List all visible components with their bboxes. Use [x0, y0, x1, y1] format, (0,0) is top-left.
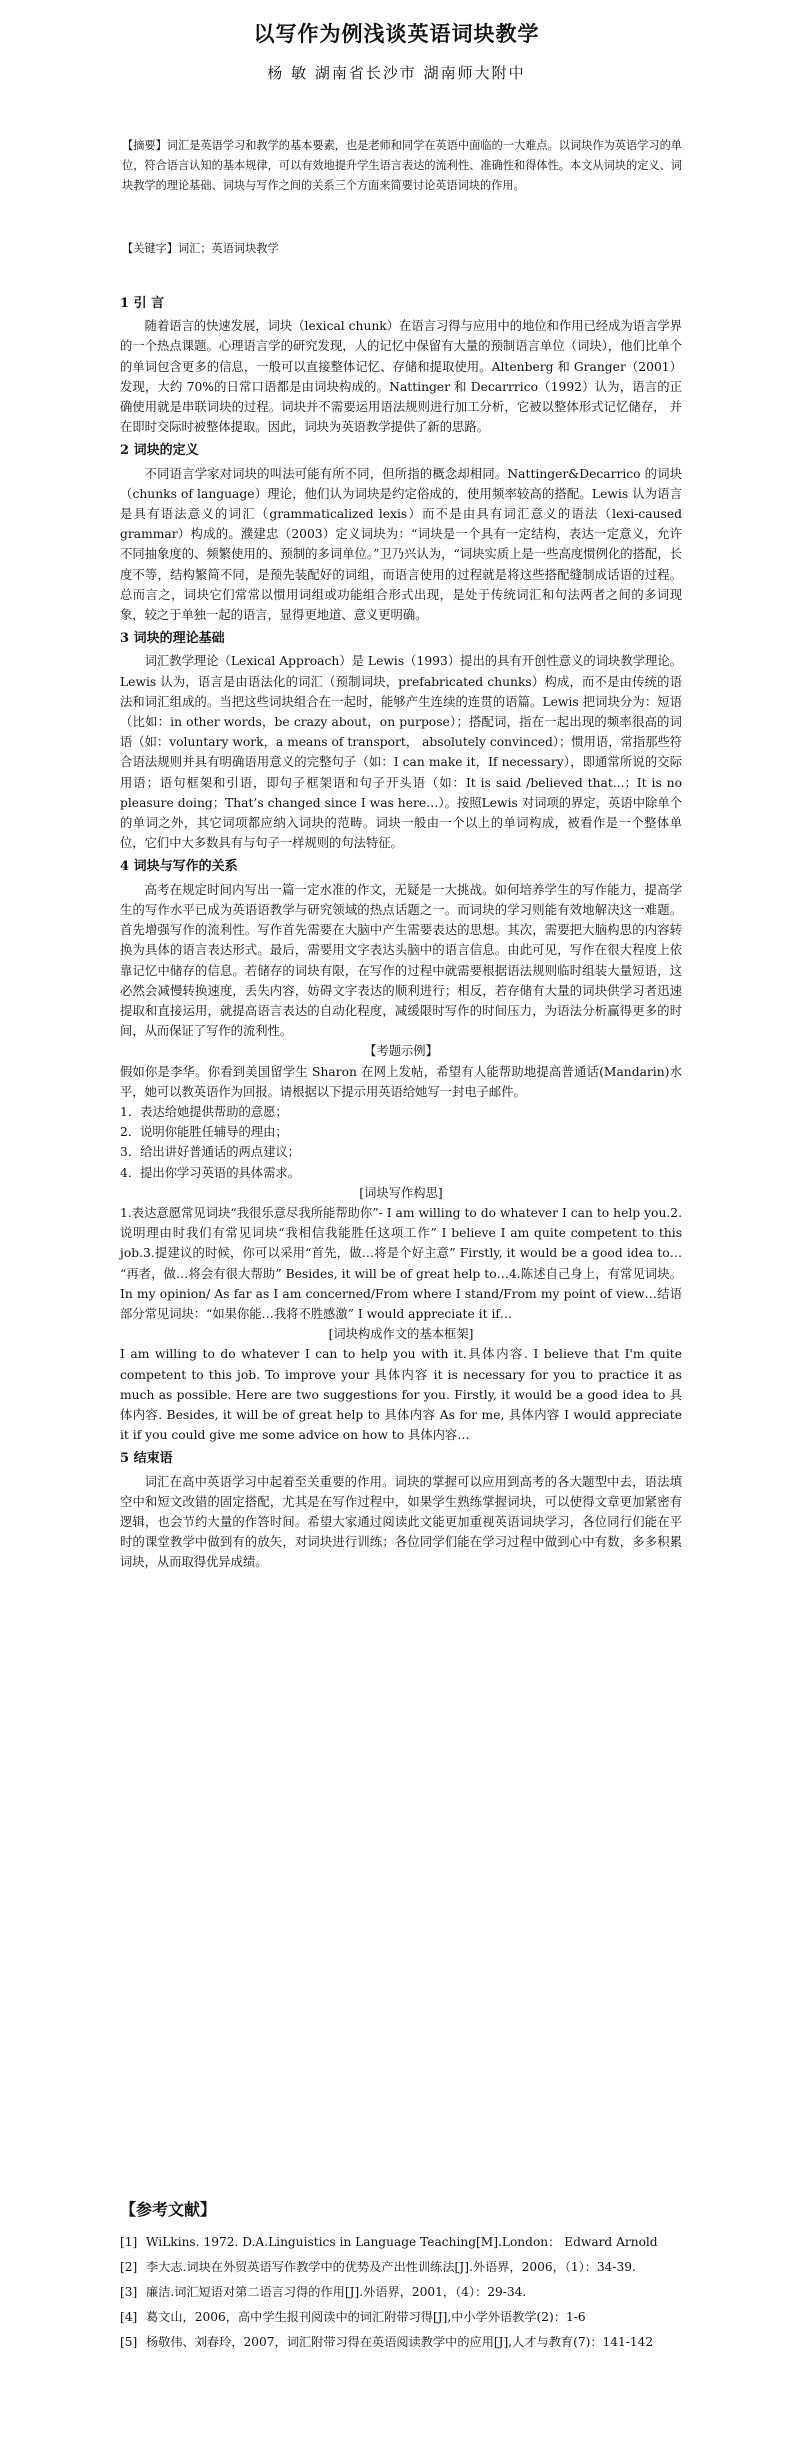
references-title: 【参考文献】 [120, 2200, 217, 2219]
reference-number: [1] [120, 2235, 138, 2249]
example-item: 4．提出你学习英语的具体需求。 [120, 1165, 300, 1180]
paragraph-conclusion: 词汇在高中英语学习中起着至关重要的作用。词块的掌握可以应用到高考的各大题型中去，语法填空中和短文改错的固定搭配，尤其是在写作过程中，如果学生熟练掌握词块，可以使得文章更加紧密有逻辑，也会节约大量的作答时间。希望大家通过阅读此文能更加重视英语词块学习，各位同行们能在平时的课堂教学中做到有的放矢，对词块进行训练；各位同学们能在学习过程中做到心中有数，多多积累词块，从而取得优异成绩。 [120, 1474, 682, 1570]
paper-body [120, 290, 682, 1573]
reference-text: 李大志.词块在外贸英语写作教学中的优势及产出性训练法[J].外语界，2006，（1）：34-39. [146, 2260, 636, 2274]
paragraph-writing: 高考在规定时间内写出一篇一定水准的作文，无疑是一大挑战。如何培养学生的写作能力，提高学生的写作水平已成为英语语教学与研究领域的热点话题之一。而词块的学习则能有效地解决这一难题。首先增强写作的流利性。写作首先需要在大脑中产生需要表达的思想。其次，需要把大脑构思的内容转换为具体的语言表达形式。最后，需要用文字表达头脑中的语言信息。由此可见，写作在很大程度上依靠记忆中储存的信息。若储存的词块有限，在写作的过程中就需要根据语法规则临时组装大量短语，这必然会减慢转换速度，丢失内容，妨碍文字表达的顺利进行；相反，若存储有大量的词块供学习者迅速提取和直接运用，就提高语言表达的自动化程度，减缓限时写作的时间压力，为语法分析赢得更多的时间，从而保证了写作的流利性。 [120, 882, 682, 1039]
reference-text: 葛文山，2006，高中学生报刊阅读中的词汇附带习得[J],中小学外语教学(2)：1-6 [146, 2310, 586, 2324]
keywords: 【关键字】词汇；英语词块教学 [122, 242, 279, 255]
example-item: 3．给出讲好普通话的两点建议； [120, 1145, 300, 1160]
example-prompt: 假如你是李华。你看到美国留学生 Sharon 在网上发帖，希望有人能帮助地提高普通话(Mandarin)水平，她可以教英语作为回报。请根据以下提示用英语给她写一封电子邮件。 [120, 1064, 682, 1099]
references [120, 2200, 682, 2358]
author-line: 杨 敏 湖南省长沙市 湖南师大附中 [267, 64, 526, 82]
example-item: 2．说明你能胜任辅导的理由； [120, 1125, 288, 1140]
reference-item [120, 2233, 682, 2252]
reference-number: [2] [120, 2260, 138, 2274]
reference-item [120, 2333, 682, 2352]
reference-item [120, 2258, 682, 2277]
section-title-definition: 2 词块的定义 [120, 443, 199, 459]
reference-number: [3] [120, 2285, 138, 2299]
section-title-conclusion: 5 结束语 [120, 1451, 173, 1467]
section-title-introduction: 1 引 言 [120, 296, 165, 311]
idea-title: [词块写作构思] [359, 1185, 443, 1200]
reference-text: 廉洁.词汇短语对第二语言习得的作用[J].外语界，2001，（4）：29-34. [146, 2285, 527, 2299]
frame-title: [词块构成作文的基本框架] [328, 1327, 474, 1342]
reference-text: WiLkins. 1972. D.A.Linguistics in Language Teaching[M].London： Edward Arnold [146, 2235, 658, 2249]
idea-paragraph: 1.表达意愿常见词块“我很乐意尽我所能帮助你”- I am willing to do whatever I can to help you.2.说明理由时我们有常见词块“我相信我能胜任这项工作” I believe I am quite competent to this job.3.提建议的时候，你可以采用“首先，做…将是个好主意” Firstly, it would be a good idea to… “再者，做…将会有很大帮助” Besides, it will be of great help to…4.陈述自己身上，有常见词块。In my opinion/ As far as I am concerned/From where I stand/From my point of view…结语部分常见词块：“如果你能…我将不胜感激” I would appreciate it if… [120, 1205, 682, 1321]
reference-text: 杨敬伟、刘春玲，2007，词汇附带习得在英语阅读教学中的应用[J],人才与教育(7)：141-142 [146, 2335, 654, 2349]
paper-title: 以写作为例浅谈英语词块教学 [253, 21, 540, 46]
paragraph-definition: 不同语言学家对词块的叫法可能有所不同，但所指的概念却相同。Nattinger&Decarrico 的词块（chunks of language）理论，他们认为词块是约定俗成的，使用频率较高的搭配。Lewis 认为语言是具有语法意义的词汇（grammaticalized lexis）而不是由具有词汇意义的语法（lexi-caused grammar）构成的。濮建忠（2003）定义词块为：“词块是一个具有一定结构，表达一定意义，允许不同抽象度的、频繁使用的、预制的多词单位。”卫乃兴认为，“词块实质上是一些高度惯例化的搭配，长度不等，结构繁简不同，是预先装配好的词组，而语言使用的过程就是将这些搭配缝制成话语的过程。总而言之，词块它们常常以惯用词组或功能组合形式出现，是处于传统词汇和句法两者之间的多词现象，较之于单独一起的语言，显得更地道、意义更明确。 [120, 466, 682, 623]
abstract-text: 【摘要】词汇是英语学习和教学的基本要素，也是老师和同学在英语中面临的一大难点。以词块作为英语学习的单位，符合语言认知的基本规律，可以有效地提升学生语言表达的流利性、准确性和得体性。本文从词块的定义、词块教学的理论基础、词块与写作之间的关系三个方面来简要讨论英语词块的作用。 [122, 139, 682, 192]
reference-number: [5] [120, 2335, 138, 2349]
abstract [122, 136, 682, 196]
reference-number: [4] [120, 2310, 138, 2324]
section-title-writing: 4 词块与写作的关系 [120, 859, 238, 875]
paragraph-introduction: 随着语言的快速发展，词块（lexical chunk）在语言习得与应用中的地位和作用已经成为语言学界的一个热点课题。心理语言学的研究发现，人的记忆中保留有大量的预制语言单位（词块），他们比单个的单词包含更多的信息，一般可以直接整体记忆、存储和提取使用。Altenberg 和 Granger（2001）发现，大约 70%的日常口语都是由词块构成的。Nattinger 和 Decarrrico（1992）认为，语言的正确使用就是串联词块的过程。词块并不需要运用语法规则进行加工分析，它被以整体形式记忆储存， 并在即时交际时被整体提取。因此，词块为英语教学提供了新的思路。 [120, 319, 682, 435]
reference-item [120, 2283, 682, 2302]
example-title: 【考题示例】 [364, 1044, 438, 1059]
example-item: 1．表达给她提供帮助的意愿； [120, 1104, 288, 1119]
paragraph-theory: 词汇教学理论（Lexical Approach）是 Lewis（1993）提出的具有开创性意义的词块教学理论。Lewis 认为，语言是由语法化的词汇（预制词块，prefabricated chunks）构成，而不是由传统的语法和词汇组成的。当把这些词块组合在一起时，能够产生连续的连贯的语篇。Lewis 把词块分为：短语（比如：in other words，be crazy about，on purpose）；搭配词，指在一起出现的频率很高的词语（如：voluntary work，a means of transport， absolutely convinced）；惯用语，常指那些符合语法规则并具有明确语用意义的完整句子（如：I can make it，If necessary），即通常所说的交际用语；语句框架和引语，即句子框架语和句子开头语（如：It is said /believed that...；It is no pleasure doing；That’s changed since I was here…）。按照Lewis 对词项的界定，英语中除单个的单词之外，其它词项都应纳入词块的范畴。词块一般由一个以上的单词构成，被看作是一个整体单位，它们中大多数具有与句子一样规则的句法特征。 [120, 654, 683, 851]
reference-item [120, 2308, 682, 2327]
frame-paragraph: I am willing to do whatever I can to help you with it.具体内容. I believe that I'm quite competent to this job. To improve your 具体内容 it is necessary for you to practice it as much as possible. Here are two suggestions for you. Firstly, it would be a good idea to 具体内容. Besides, it will be of great help to 具体内容 As for me, 具体内容 I would appreciate it if you could give me some advice on how to 具体内容… [120, 1347, 682, 1443]
section-title-theory: 3 词块的理论基础 [120, 631, 225, 647]
